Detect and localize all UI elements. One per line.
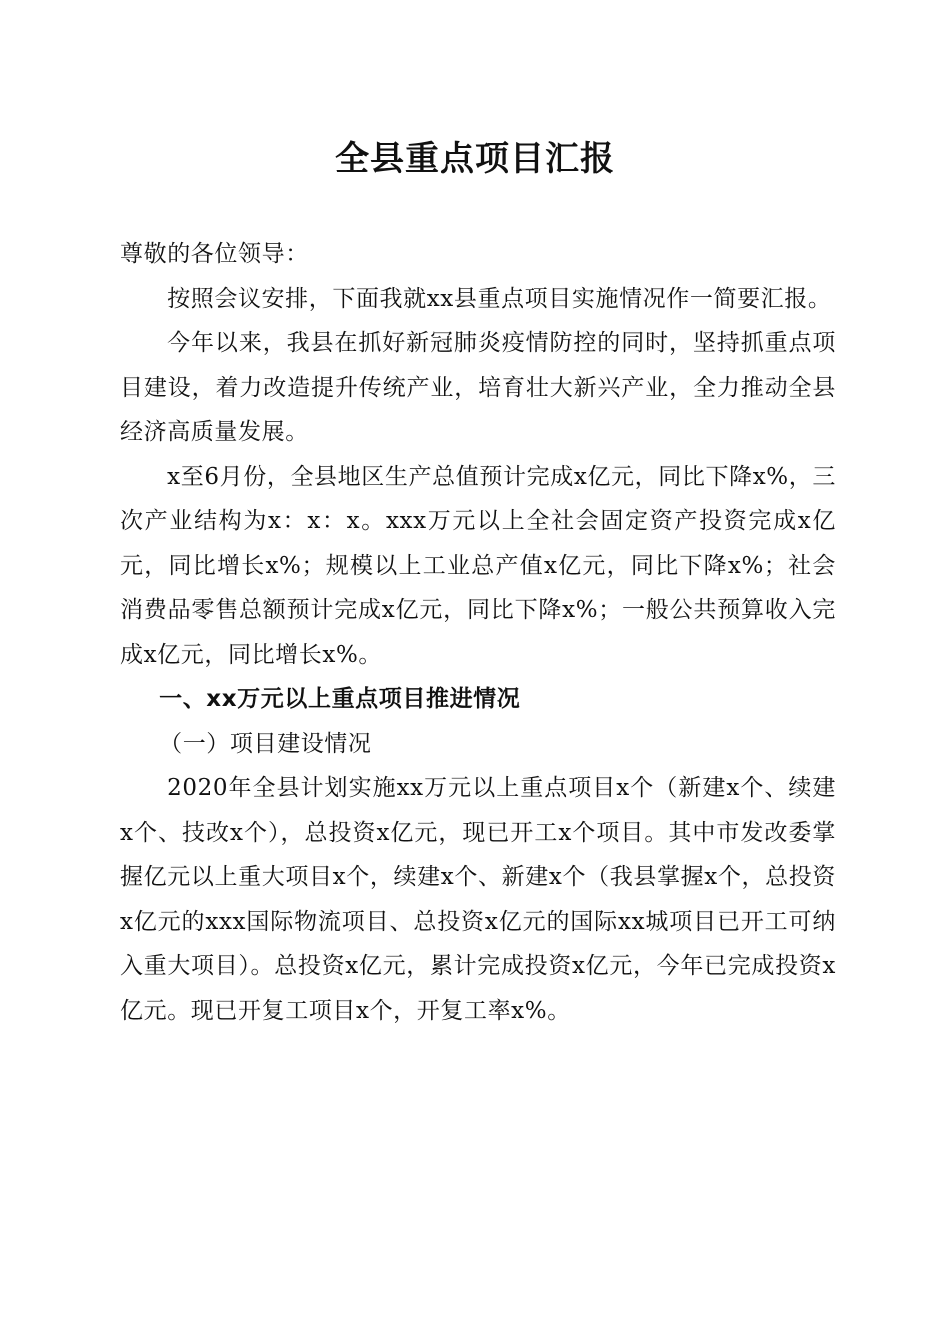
paragraph-overview: 今年以来，我县在抓好新冠肺炎疫情防控的同时，坚持抓重点项目建设，着力改造提升传统产业，培育壮大新兴产业，全力推动全县经济高质量发展。 xyxy=(120,330,836,445)
document-title: 全县重点项目汇报 xyxy=(335,139,615,179)
salutation: 尊敬的各位领导： xyxy=(120,241,309,267)
section-heading: 一、xx万元以上重点项目推进情况 xyxy=(159,686,521,712)
paragraph-intro: 按照会议安排，下面我就xx县重点项目实施情况作一简要汇报。 xyxy=(167,285,832,312)
paragraph-project-construction: 2020年全县计划实施xx万元以上重点项目x个（新建x个、续建x个、技改x个），总投资x亿元，现已开工x个项目。其中市发改委掌握亿元以上重大项目x个，续建x个、新建x个（我县掌握x个，总投资x亿元的xxx国际物流项目、总投资x亿元的国际xx城项目已开工可纳入重大项目）。总投资x亿元，累计完成投资x亿元，今年已完成投资x亿元。现已开复工项目x个，开复工率x%。 xyxy=(120,775,836,1024)
subsection-heading: （一）项目建设情况 xyxy=(159,730,372,757)
paragraph-economic-data: x至6月份，全县地区生产总值预计完成x亿元，同比下降x%，三次产业结构为x：x：x。xxx万元以上全社会固定资产投资完成x亿元，同比增长x%；规模以上工业总产值x亿元，同比下降x%；社会消费品零售总额预计完成x亿元，同比下降x%；一般公共预算收入完成x亿元，同比增长x%。 xyxy=(120,463,836,668)
document-body xyxy=(120,232,836,1033)
